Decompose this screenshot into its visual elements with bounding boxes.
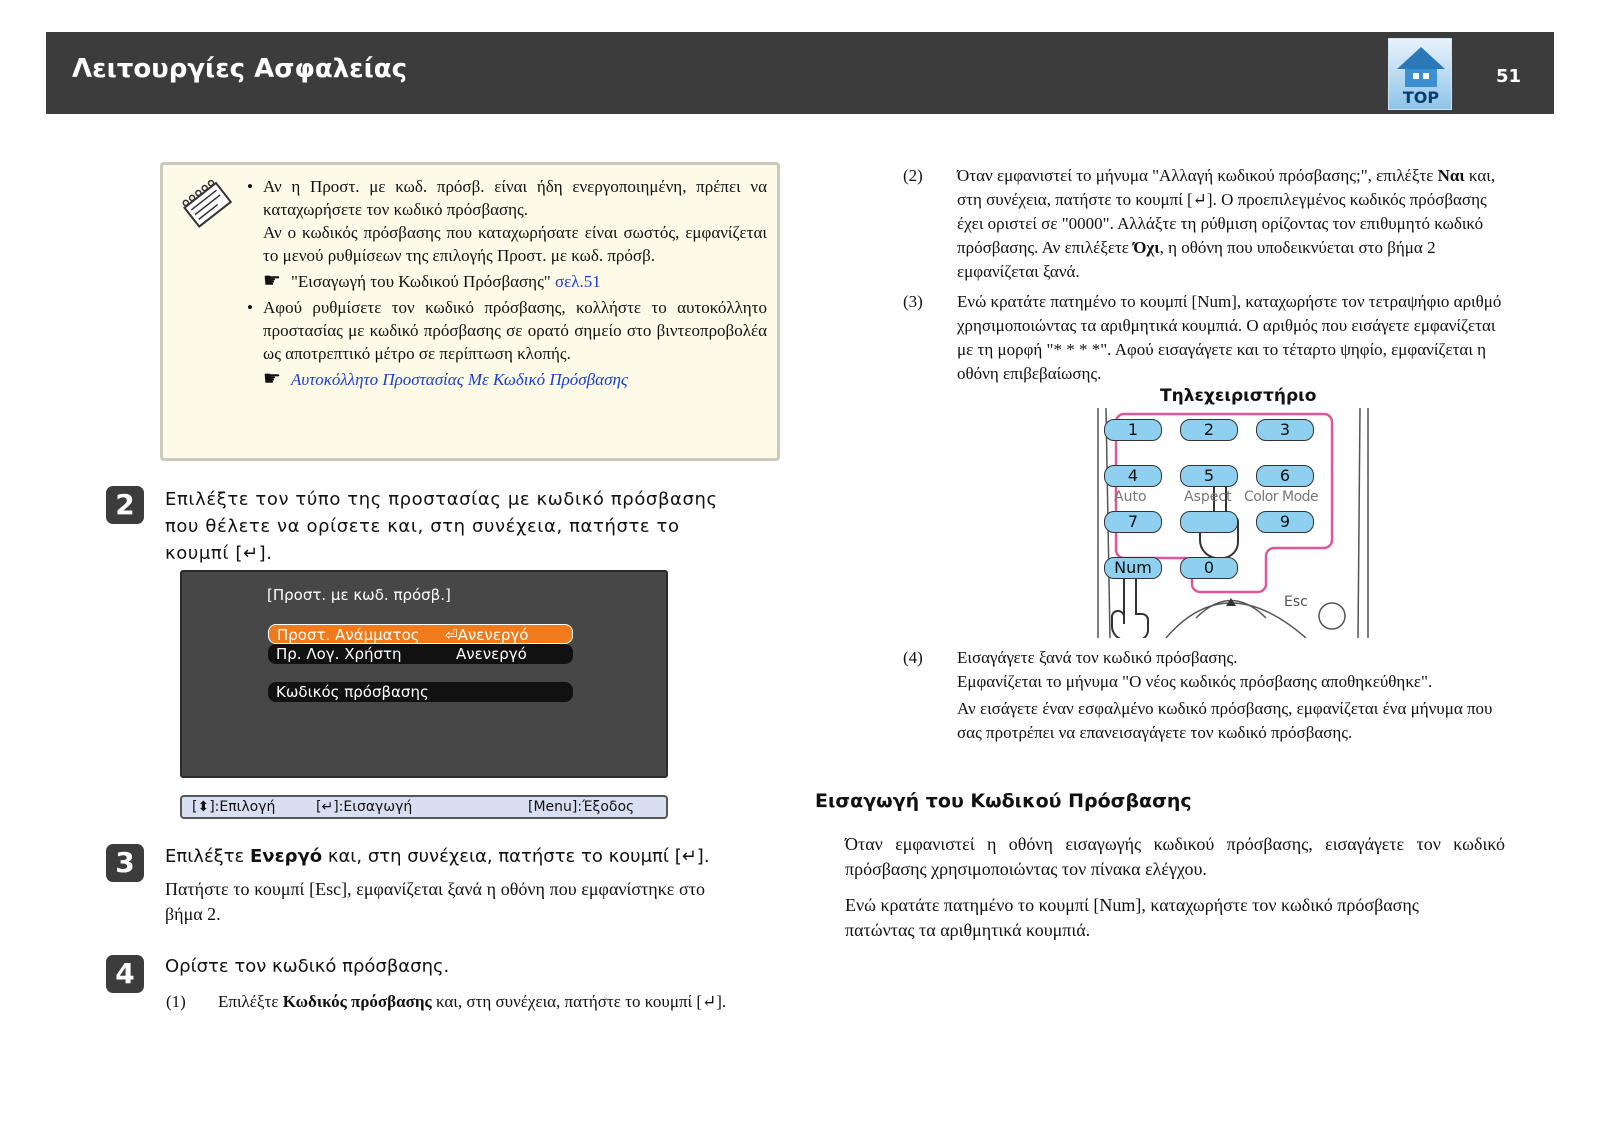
remote-key-4[interactable]: 4 bbox=[1104, 465, 1162, 487]
remote-illustration bbox=[1096, 408, 1376, 643]
step-3-text: Επιλέξτε Ενεργό και, στη συνέχεια, πατήστε το κουμπί [↵]. bbox=[165, 846, 710, 867]
remote-key-1[interactable]: 1 bbox=[1104, 419, 1162, 441]
substep-1-text: Επιλέξτε Κωδικός πρόσβασης και, στη συνέχεια, πατήστε το κουμπί [↵]. bbox=[218, 992, 727, 1011]
note-item-2 bbox=[247, 296, 767, 391]
page-title: Λειτουργίες Ασφαλείας bbox=[72, 54, 408, 84]
substep-4-line-1: Εισαγάγετε ξανά τον κωδικό πρόσβασης. bbox=[957, 648, 1238, 667]
remote-key-5[interactable]: 5 bbox=[1180, 465, 1238, 487]
substep-3-number: (3) bbox=[903, 292, 923, 311]
remote-key-6[interactable]: 6 bbox=[1256, 465, 1314, 487]
note-ref-1-text: "Εισαγωγή του Κωδικού Πρόσβασης" bbox=[290, 272, 551, 291]
page-number: 51 bbox=[1496, 66, 1522, 87]
substep-4-line-2: Εμφανίζεται το μήνυμα "Ο νέος κωδικός πρόσβασης αποθηκεύθηκε". bbox=[957, 672, 1433, 691]
top-button[interactable] bbox=[1388, 38, 1452, 110]
remote-key-2[interactable]: 2 bbox=[1180, 419, 1238, 441]
remote-label-esc: Esc bbox=[1284, 594, 1308, 610]
note-item-1 bbox=[247, 175, 767, 293]
sticker-link[interactable]: Αυτοκόλλητο Προστασίας Με Κωδικό Πρόσβασης bbox=[290, 370, 628, 389]
note-item-2-text: Αφού ρυθμίσετε τον κωδικό πρόσβασης, κολλήστε το αυτοκόλλητο προστασίας με κωδικό πρόσβασης σε ορατό σημείο στο βιντεοπροβολέα ως αποτρεπτικό μέτρο σε περίπτωση κλοπής. bbox=[263, 298, 767, 363]
footer-exit: [Menu]:Έξοδος bbox=[528, 799, 635, 815]
menu-row-3-label: Κωδικός πρόσβασης bbox=[276, 683, 429, 701]
footer-enter: [↵]:Εισαγωγή bbox=[316, 799, 413, 815]
menu-row-password bbox=[268, 682, 573, 702]
note-item-1-text2: Αν ο κωδικός πρόσβασης που καταχωρήσατε είναι σωστός, εμφανίζεται το μενού ρυθμίσεων της επιλογής Προστ. με κωδ. πρόσβ. bbox=[263, 223, 767, 265]
footer-select: [⬍]:Επιλογή bbox=[192, 799, 276, 815]
substep-2-number: (2) bbox=[903, 166, 923, 185]
step-4-text: Ορίστε τον κωδικό πρόσβασης. bbox=[165, 956, 450, 977]
page-link-51[interactable]: σελ.51 bbox=[555, 272, 601, 291]
memo-icon bbox=[179, 179, 235, 229]
pointing-hand-icon: ☛ bbox=[263, 270, 281, 292]
remote-key-9[interactable]: 9 bbox=[1256, 511, 1314, 533]
remote-key-7[interactable]: 7 bbox=[1104, 511, 1162, 533]
remote-title: Τηλεχειριστήριο bbox=[1160, 386, 1317, 406]
section-para-2: Ενώ κρατάτε πατημένο το κουμπί [Num], καταχωρήστε τον κωδικό πρόσβασης πατώντας τα αριθμητικά κουμπιά. bbox=[845, 895, 1419, 940]
home-icon bbox=[1395, 43, 1447, 91]
substep-3-text: Ενώ κρατάτε πατημένο το κουμπί [Num], καταχωρήστε τον τετραψήφιο αριθμό χρησιμοποιώντας τα αριθμητικά κουμπιά. Ο αριθμός που εισάγετε εμφανίζεται με τη μορφή "* * * *". Αφού εισαγάγετε και το τέταρτο ψηφίο, εμφανίζεται η οθόνη επιβεβαίωσης. bbox=[957, 292, 1502, 383]
step-3-body: Πατήστε το κουμπί [Esc], εμφανίζεται ξανά η οθόνη που εμφανίστηκε στο βήμα 2. bbox=[165, 879, 705, 924]
substep-4-line-3: Αν εισάγετε έναν εσφαλμένο κωδικό πρόσβασης, εμφανίζεται ένα μήνυμα που σας προτρέπει να επανεισαγάγετε τον κωδικό πρόσβασης. bbox=[957, 699, 1493, 742]
remote-key-0[interactable]: 0 bbox=[1180, 557, 1238, 579]
remote-key-8[interactable] bbox=[1180, 511, 1238, 533]
note-ref-2 bbox=[263, 368, 767, 391]
menu-row-2-label: Πρ. Λογ. Χρήστη bbox=[276, 645, 402, 663]
menu-row-2-value: Ανενεργό bbox=[456, 645, 527, 663]
menu-row-1-label: Προστ. Ανάμματος bbox=[277, 626, 420, 644]
note-item-1-text: Αν η Προστ. με κωδ. πρόσβ. είναι ήδη ενεργοποιημένη, πρέπει να καταχωρήσετε τον κωδικό πρόσβασης. bbox=[263, 177, 767, 219]
pointing-hand-icon: ☛ bbox=[263, 368, 281, 390]
remote-key-num[interactable]: Num bbox=[1104, 557, 1162, 579]
substep-4-text bbox=[957, 646, 1517, 745]
note-ref-1 bbox=[263, 270, 767, 293]
substep-1-number: (1) bbox=[166, 992, 186, 1011]
menu-screenshot bbox=[180, 570, 668, 778]
substep-4-number: (4) bbox=[903, 648, 923, 667]
page-header bbox=[46, 32, 1554, 114]
step-3-badge: 3 bbox=[106, 844, 144, 882]
substep-2-text: Όταν εμφανιστεί το μήνυμα "Αλλαγή κωδικού πρόσβασης;", επιλέξτε Ναι και, στη συνέχεια, πατήστε το κουμπί [↵]. Ο προεπιλεγμένος κωδικός πρόσβασης έχει οριστεί σε "0000". Αλλάξτε τη ρύθμιση ορίζοντας τον επιθυμητό κωδικό πρόσβασης. Αν επιλέξετε Όχι, η οθόνη που υποδεικνύεται στο βήμα 2 εμφανίζεται ξανά. bbox=[957, 166, 1496, 281]
menu-row-1-value: ⏎Ανενεργό bbox=[445, 626, 529, 644]
remote-label-auto: Auto bbox=[1114, 489, 1147, 505]
top-label: TOP bbox=[1402, 88, 1440, 107]
remote-label-aspect: Aspect bbox=[1184, 489, 1232, 505]
step-2-text: Επιλέξτε τον τύπο της προστασίας με κωδικό πρόσβασης που θέλετε να ορίσετε και, στη συνέχεια, πατήστε το κουμπί [↵]. bbox=[165, 489, 718, 564]
menu-row-power-on-protect bbox=[268, 624, 573, 644]
section-heading: Εισαγωγή του Κωδικού Πρόσβασης bbox=[815, 790, 1192, 812]
section-para-1: Όταν εμφανιστεί η οθόνη εισαγωγής κωδικού πρόσβασης, εισαγάγετε τον κωδικό πρόσβασης χρησιμοποιώντας τον πίνακα ελέγχου. bbox=[845, 834, 1505, 879]
menu-title: [Προστ. με κωδ. πρόσβ.] bbox=[267, 586, 451, 604]
remote-key-3[interactable]: 3 bbox=[1256, 419, 1314, 441]
menu-footer bbox=[180, 795, 668, 819]
note-box bbox=[160, 162, 780, 461]
step-4-badge: 4 bbox=[106, 955, 144, 993]
menu-row-user-logo bbox=[268, 644, 573, 664]
step-2-badge: 2 bbox=[106, 486, 144, 524]
remote-label-color-mode: Color Mode bbox=[1244, 489, 1319, 505]
